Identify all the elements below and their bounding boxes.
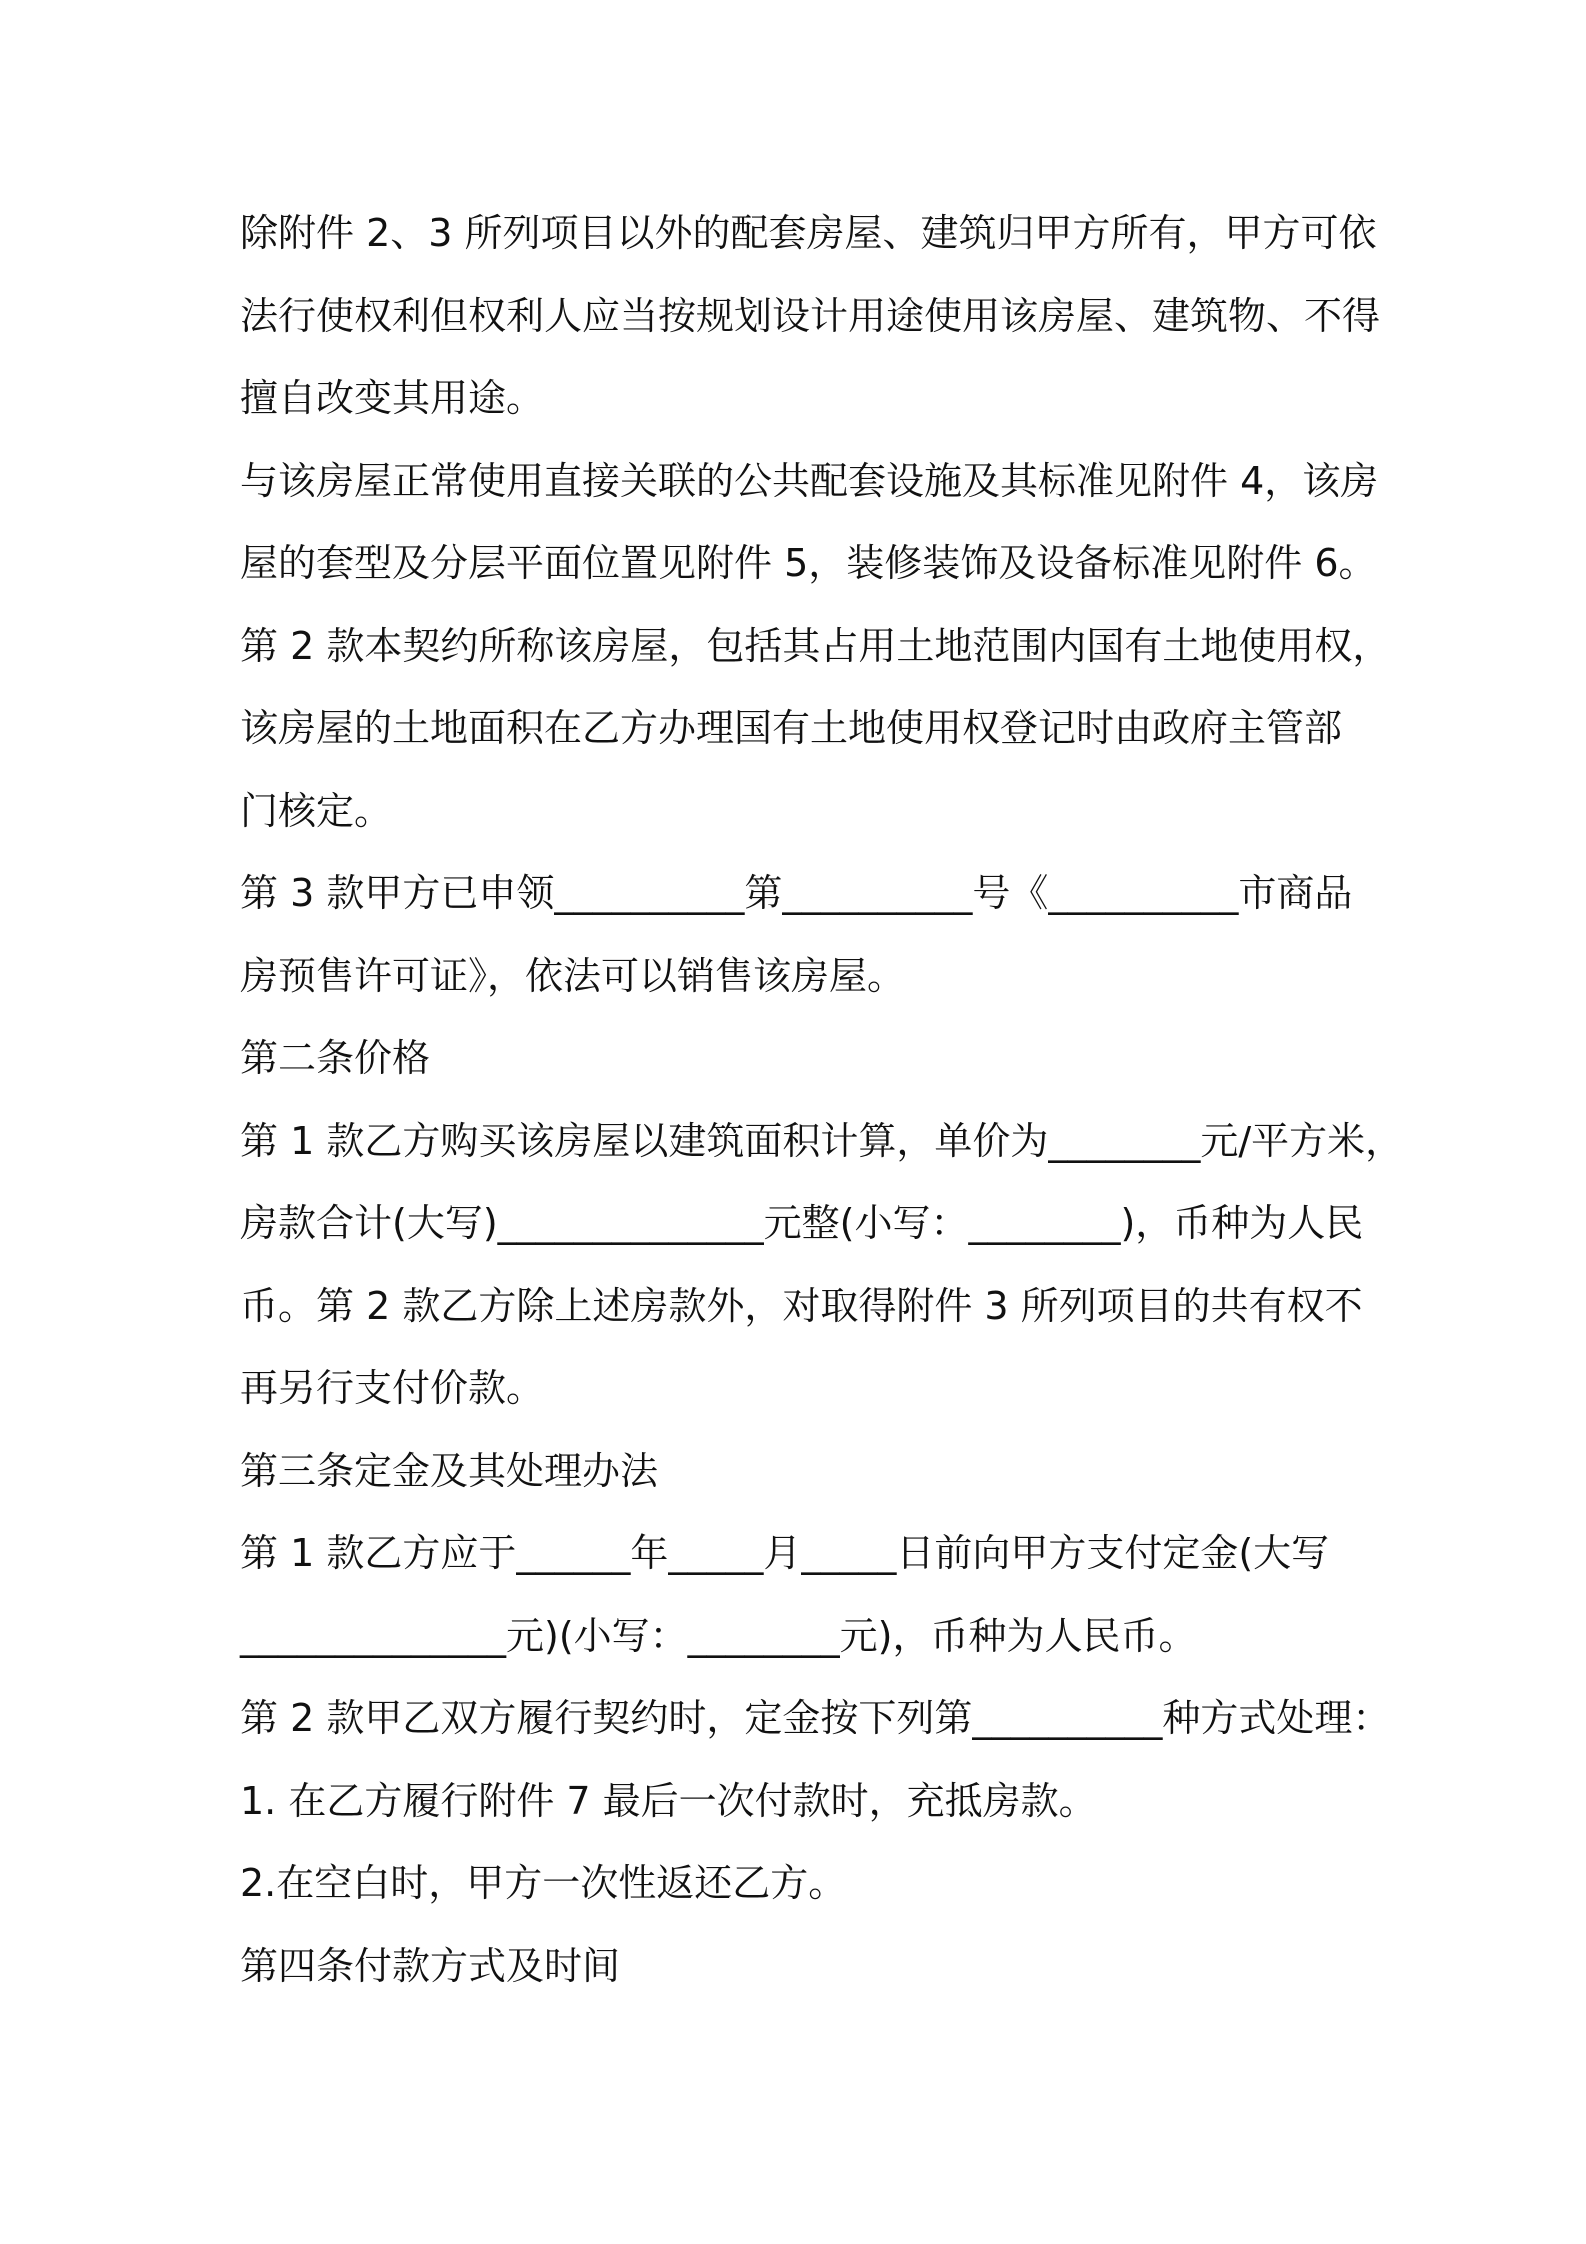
- text-line: 该房屋的土地面积在乙方办理国有土地使用权登记时由政府主管部: [240, 706, 1343, 750]
- document-body: [240, 192, 1404, 2007]
- text-line: 第 2 款本契约所称该房屋，包括其占用土地范围内国有土地使用权，: [240, 623, 1391, 668]
- text-line: 屋的套型及分层平面位置见附件 5，装修装饰及设备标准见附件 6。: [240, 541, 1377, 585]
- text-line: 第 1 款乙方购买该房屋以建筑面积计算，单价为________元/平方米，: [240, 1118, 1404, 1163]
- text-line: 再另行支付价款。: [240, 1366, 545, 1410]
- text-line: 第 1 款乙方应于______年_____月_____日前向甲方支付定金(大写: [240, 1531, 1330, 1575]
- section-heading: 第三条定金及其处理办法: [240, 1448, 659, 1493]
- text-line: 与该房屋正常使用直接关联的公共配套设施及其标准见附件 4，该房: [240, 458, 1379, 503]
- text-line: ______________元)(小写：________元)，币种为人民币。: [240, 1613, 1197, 1658]
- text-line: 除附件 2、3 所列项目以外的配套房屋、建筑归甲方所有，甲方可依: [240, 211, 1377, 255]
- list-item: 2.在空白时，甲方一次性返还乙方。: [240, 1861, 847, 1905]
- text-line: 第 3 款甲方已申领__________第__________号《__________市商品: [240, 871, 1353, 915]
- text-line: 房预售许可证》，依法可以销售该房屋。: [240, 953, 906, 998]
- text-line: 法行使权利但权利人应当按规划设计用途使用该房屋、建筑物、不得: [240, 293, 1381, 338]
- section-heading: 第二条价格: [240, 1036, 431, 1080]
- text-line: 币。第 2 款乙方除上述房款外，对取得附件 3 所列项目的共有权不: [240, 1283, 1363, 1328]
- list-item: 1. 在乙方履行附件 7 最后一次付款时，充抵房款。: [240, 1778, 1097, 1823]
- text-line: 擅自改变其用途。: [240, 376, 545, 420]
- text-line: 房款合计(大写)______________元整(小写：________)，币种为人民: [240, 1201, 1364, 1245]
- text-line: 门核定。: [240, 788, 393, 833]
- section-heading: 第四条付款方式及时间: [240, 1943, 621, 1988]
- text-line: 第 2 款甲乙双方履行契约时，定金按下列第__________种方式处理：: [240, 1696, 1391, 1740]
